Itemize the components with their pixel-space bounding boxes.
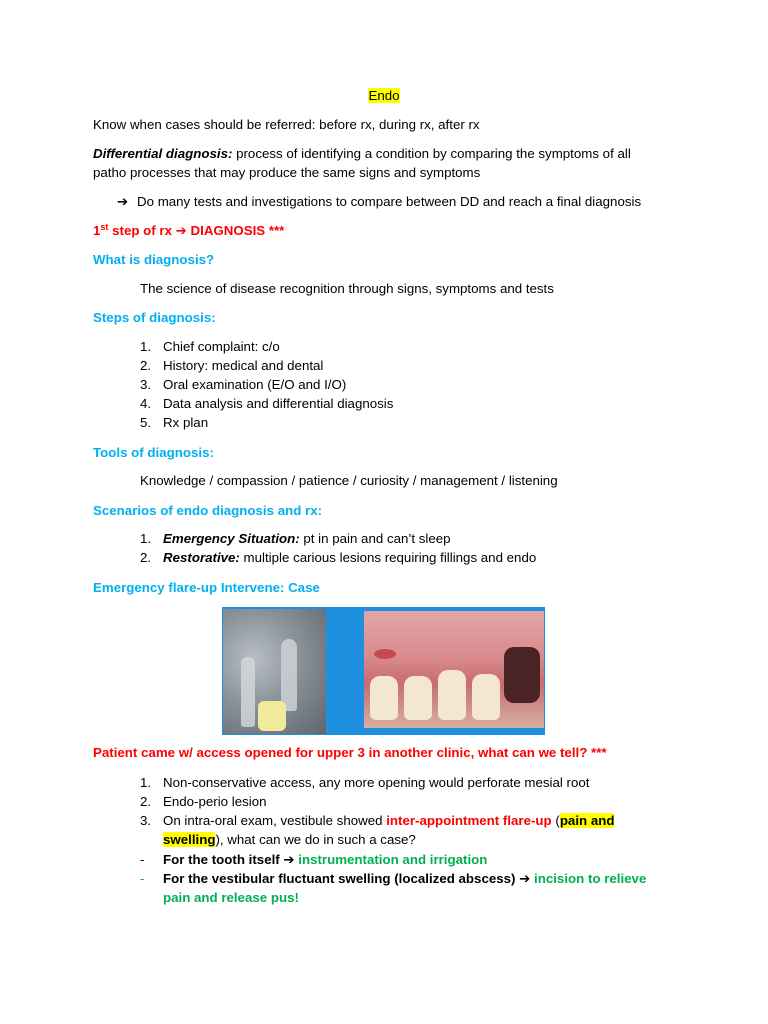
- item-text: Chief complaint: c/o: [163, 339, 280, 354]
- item-number: 3.: [140, 813, 152, 828]
- item-number: 2.: [140, 550, 152, 565]
- dash-bullet: -: [140, 852, 145, 867]
- dash-bullet: -: [140, 871, 145, 886]
- dash-bold-text: For the vestibular fluctuant swelling (localized abscess): [163, 871, 520, 886]
- dd-definition-1: process of identifying a condition by comparing the symptoms of all: [232, 146, 631, 161]
- tools-text: Knowledge / compassion / patience / curiosity / management / listening: [140, 473, 558, 488]
- item-number: 5.: [140, 415, 152, 430]
- case-heading: Emergency flare-up Intervene: Case: [93, 580, 320, 595]
- arrow-right-icon: ➔: [117, 194, 129, 209]
- arrow-point: [117, 193, 641, 211]
- highlight-text: pain and: [559, 813, 615, 828]
- item-text: [163, 831, 416, 849]
- item-number: 2.: [140, 358, 152, 373]
- item-text: Non-conservative access, any more opening would perforate mesial root: [163, 775, 590, 790]
- item-text: Endo-perio lesion: [163, 794, 267, 809]
- what-diagnosis-heading: What is diagnosis?: [93, 252, 215, 267]
- page-title: [0, 87, 768, 105]
- dash-green-text: instrumentation and irrigation: [298, 852, 488, 867]
- item-number: 3.: [140, 377, 152, 392]
- arrow-right-icon: ➔: [175, 223, 187, 238]
- item-text-a: On intra-oral exam, vestibule showed: [163, 813, 387, 828]
- item-text: Data analysis and differential diagnosis: [163, 396, 394, 411]
- step-text-a: step of rx: [108, 223, 176, 238]
- referral-paragraph: Know when cases should be referred: before rx, during rx, after rx: [93, 117, 480, 132]
- item-text: [163, 530, 451, 548]
- item-text-b: (: [551, 813, 560, 828]
- item-number: 4.: [140, 396, 152, 411]
- dash-green-text: incision to relieve: [534, 871, 647, 886]
- scenario-text: multiple carious lesions requiring fillings and endo: [239, 550, 537, 565]
- radiograph-image: [223, 609, 326, 734]
- item-text: [163, 870, 646, 888]
- arrow-right-icon: ➔: [519, 871, 531, 886]
- first-step-heading: [93, 222, 284, 240]
- flare-up-text: inter-appointment flare-up: [386, 813, 552, 828]
- highlight-text: swelling: [163, 832, 216, 847]
- item-text: [163, 851, 487, 869]
- arrow-right-icon: ➔: [283, 852, 295, 867]
- steps-heading: Steps of diagnosis:: [93, 310, 216, 325]
- differential-diagnosis-line1: [93, 145, 631, 163]
- dash-green-text: pain and release pus!: [163, 890, 299, 905]
- scenarios-heading: Scenarios of endo diagnosis and rx:: [93, 503, 323, 518]
- item-text-c: ), what can we do in such a case?: [215, 832, 416, 847]
- dd-term: Differential diagnosis:: [93, 146, 233, 161]
- dash-bold-text: For the tooth itself: [163, 852, 284, 867]
- intraoral-photo-image: [364, 611, 544, 728]
- scenario-text: pt in pain and can’t sleep: [299, 531, 451, 546]
- step-number: 1: [93, 223, 101, 238]
- item-text: Oral examination (E/O and I/O): [163, 377, 347, 392]
- item-number: 1.: [140, 531, 152, 546]
- what-diagnosis-text: The science of disease recognition through signs, symptoms and tests: [140, 281, 554, 296]
- title-highlight: Endo: [368, 88, 400, 103]
- differential-diagnosis-line2: patho processes that may produce the same signs and symptoms: [93, 165, 481, 180]
- item-number: 2.: [140, 794, 152, 809]
- case-question: Patient came w/ access opened for upper 3 in another clinic, what can we tell? ***: [93, 745, 607, 760]
- item-number: 1.: [140, 339, 152, 354]
- item-text: [163, 549, 536, 567]
- item-number: 1.: [140, 775, 152, 790]
- tools-heading: Tools of diagnosis:: [93, 445, 214, 460]
- item-text: [163, 812, 614, 830]
- item-text: Rx plan: [163, 415, 209, 430]
- case-figure: [222, 607, 545, 735]
- step-text-b: DIAGNOSIS ***: [186, 223, 285, 238]
- scenario-label: Restorative:: [163, 550, 240, 565]
- arrow-point-text: Do many tests and investigations to compare between DD and reach a final diagnosis: [137, 194, 642, 209]
- step-ordinal: st: [100, 222, 109, 232]
- scenario-label: Emergency Situation:: [163, 531, 300, 546]
- item-text: History: medical and dental: [163, 358, 324, 373]
